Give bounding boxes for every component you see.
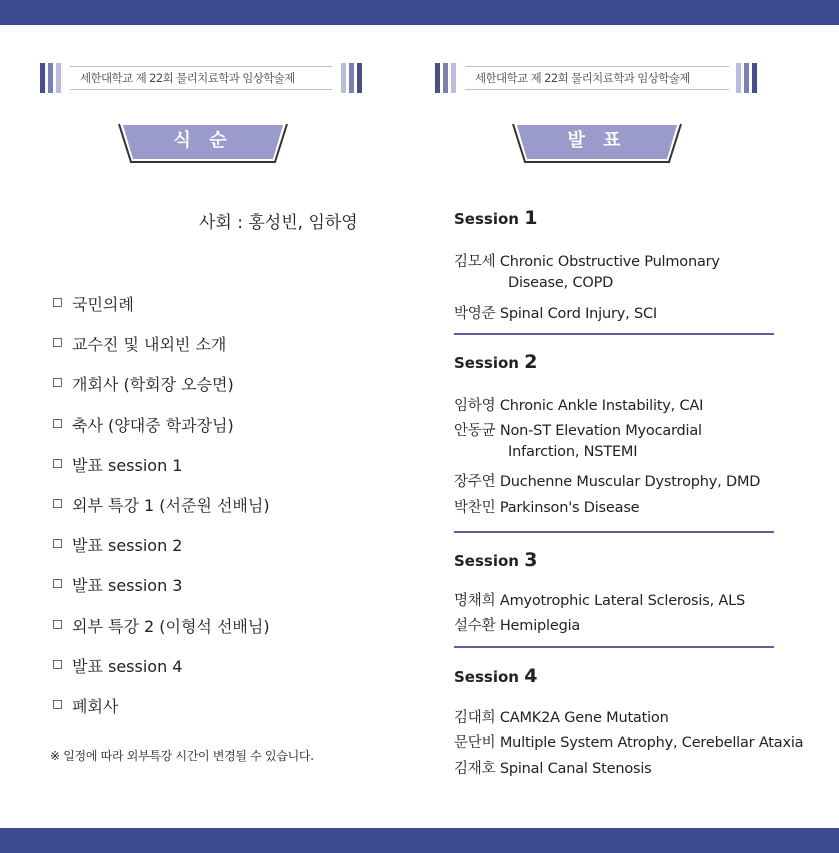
square-bullet-icon [53, 338, 62, 347]
list-item: 폐회사 [53, 694, 270, 734]
presentation-item: 명채희 Amyotrophic Lateral Sclerosis, ALS [454, 593, 745, 609]
square-bullet-icon [53, 700, 62, 709]
schedule-note: ※ 일정에 따라 외부특강 시간이 변경될 수 있습니다. [50, 749, 314, 763]
session-divider [454, 531, 774, 533]
top-bar [0, 0, 839, 25]
presentation-item: 안동균 Non-ST Elevation Myocardial [454, 423, 702, 439]
session-divider [454, 646, 774, 648]
list-item: 발표 session 3 [53, 573, 270, 613]
header-banner-left [40, 63, 370, 93]
bottom-bar [0, 828, 839, 853]
list-item: 교수진 및 내외빈 소개 [53, 332, 270, 372]
list-item: 축사 (양대중 학과장님) [53, 413, 270, 453]
square-bullet-icon [53, 539, 62, 548]
presentation-item: 김대희 CAMK2A Gene Mutation [454, 710, 669, 726]
section-title-program [117, 123, 289, 163]
list-item: 개회사 (학회장 오승면) [53, 372, 270, 412]
list-item: 외부 특강 1 (서준원 선배님) [53, 493, 270, 533]
presentation-item: 설수환 Hemiplegia [454, 618, 581, 634]
mc-line: 사회 : 홍성빈, 임하영 [199, 213, 358, 233]
presentation-topic-cont: Infarction, NSTEMI [508, 444, 638, 460]
presentation-item: 장주연 Duchenne Muscular Dystrophy, DMD [454, 474, 761, 490]
list-item: 발표 session 2 [53, 533, 270, 573]
banner-text: 세한대학교 제 22회 물리치료학과 임상학술제 [475, 71, 690, 85]
presentation-topic-cont: Disease, COPD [508, 275, 614, 291]
banner-text: 세한대학교 제 22회 물리치료학과 임상학술제 [80, 71, 295, 85]
square-bullet-icon [53, 660, 62, 669]
list-item: 국민의례 [53, 292, 270, 332]
presentation-item: 박영준 Spinal Cord Injury, SCI [454, 306, 657, 322]
section-title-text: 식 순 [173, 130, 233, 151]
square-bullet-icon [53, 378, 62, 387]
presentation-item: 김모세 Chronic Obstructive Pulmonary [454, 254, 720, 270]
session-title: Session 2 [454, 351, 538, 373]
section-title-text: 발 표 [567, 130, 627, 151]
presentation-item: 김재호 Spinal Canal Stenosis [454, 761, 652, 777]
list-item: 발표 session 4 [53, 654, 270, 694]
list-item: 외부 특강 2 (이형석 선배님) [53, 614, 270, 654]
square-bullet-icon [53, 499, 62, 508]
list-item: 발표 session 1 [53, 453, 270, 493]
square-bullet-icon [53, 579, 62, 588]
session-title: Session 4 [454, 665, 538, 687]
square-bullet-icon [53, 298, 62, 307]
session-divider [454, 333, 774, 335]
section-title-presentations [511, 123, 683, 163]
square-bullet-icon [53, 419, 62, 428]
header-banner-right [435, 63, 765, 93]
presentation-item: 임하영 Chronic Ankle Instability, CAI [454, 398, 704, 414]
program-list [53, 292, 270, 734]
square-bullet-icon [53, 459, 62, 468]
presentation-item: 문단비 Multiple System Atrophy, Cerebellar Ataxia [454, 735, 804, 751]
session-title: Session 1 [454, 207, 538, 229]
square-bullet-icon [53, 620, 62, 629]
presentation-item: 박찬민 Parkinson's Disease [454, 500, 640, 516]
session-title: Session 3 [454, 549, 538, 571]
